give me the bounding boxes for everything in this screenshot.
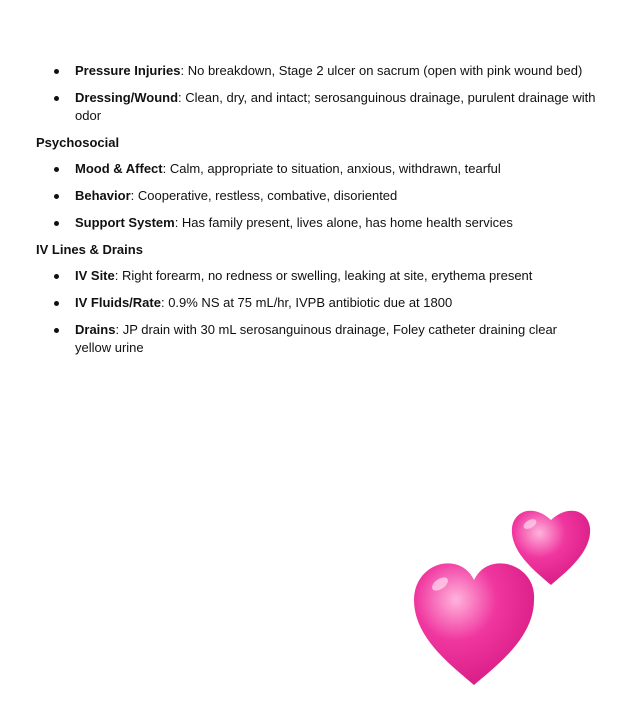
item-text: : JP drain with 30 mL serosanguinous drainage, Foley catheter draining clear yellow urine xyxy=(75,322,557,355)
item-text: : Right forearm, no redness or swelling, leaking at site, erythema present xyxy=(114,268,533,283)
item-term: Dressing/Wound xyxy=(75,90,179,105)
list-item xyxy=(36,62,596,80)
item-text: : Clean, dry, and intact; serosanguinous drainage, purulent drainage with odor xyxy=(75,90,596,123)
bullet-list xyxy=(36,62,596,125)
item-term: Support System xyxy=(75,215,175,230)
list-item xyxy=(36,89,596,125)
bullet-list xyxy=(36,160,596,232)
item-text: : Calm, appropriate to situation, anxious, withdrawn, tearful xyxy=(162,161,501,176)
section-heading: IV Lines & Drains xyxy=(36,242,143,257)
list-item xyxy=(36,160,596,178)
list-item xyxy=(36,294,596,312)
item-term: Behavior xyxy=(75,188,131,203)
list-item xyxy=(36,214,596,232)
item-term: Mood & Affect xyxy=(75,161,163,176)
section-skin-continued xyxy=(36,62,596,125)
item-term: Pressure Injuries xyxy=(75,63,181,78)
list-item xyxy=(36,321,596,357)
item-text: : No breakdown, Stage 2 ulcer on sacrum (open with pink wound bed) xyxy=(180,63,583,78)
bullet-list xyxy=(36,267,596,357)
list-item xyxy=(36,267,596,285)
item-text: : 0.9% NS at 75 mL/hr, IVPB antibiotic due at 1800 xyxy=(160,295,453,310)
list-item xyxy=(36,187,596,205)
section-iv-lines-drains xyxy=(36,241,596,357)
item-term: IV Site xyxy=(75,268,115,283)
item-text: : Cooperative, restless, combative, disoriented xyxy=(130,188,398,203)
two-hearts-icon xyxy=(408,500,608,700)
section-heading: Psychosocial xyxy=(36,135,120,150)
item-term: Drains xyxy=(75,322,116,337)
item-term: IV Fluids/Rate xyxy=(75,295,161,310)
section-psychosocial xyxy=(36,134,596,232)
large-heart-icon xyxy=(414,563,534,685)
document-content xyxy=(36,62,596,366)
item-text: : Has family present, lives alone, has home health services xyxy=(174,215,513,230)
